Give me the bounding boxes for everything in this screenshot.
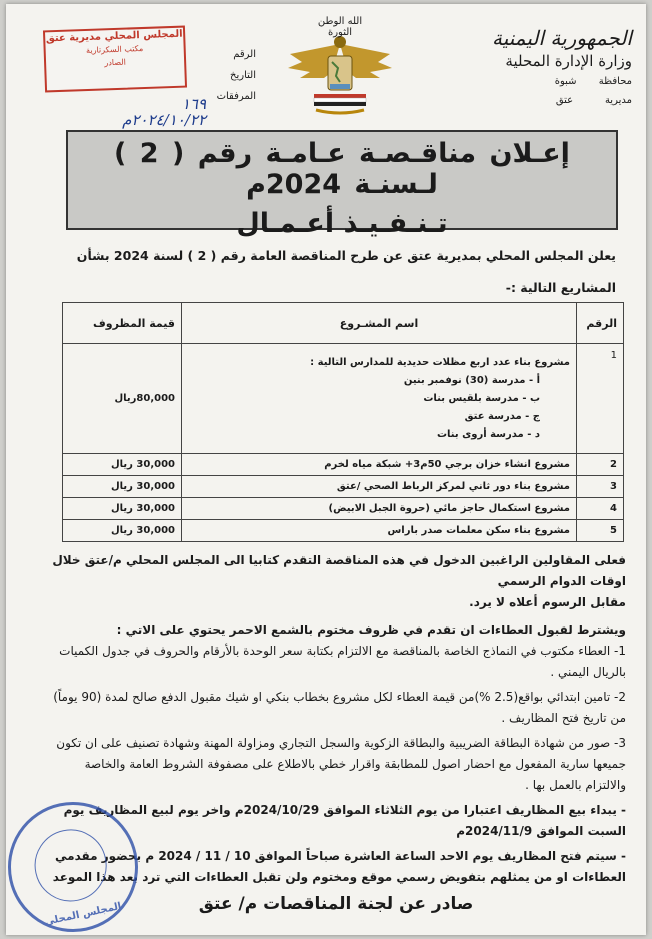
table-row <box>63 454 624 476</box>
row-value: 80,000ريال <box>63 344 182 454</box>
row-num: 4 <box>577 498 624 520</box>
intro-paragraph <box>76 240 616 304</box>
handwritten-date: ٢٠٢٤/١٠/٢٢م <box>122 111 206 129</box>
district-line: مديرية عتق <box>555 95 632 106</box>
row-name: مشروع انشاء خزان برجي 50م3+ شبكة مياه لخرم <box>182 454 577 476</box>
announcement-title-box <box>66 130 618 239</box>
application-line-1: فعلى المقاولين الراغبين الدخول في هذه المناقصة التقدم كتابيا الى المجلس المحلي م/عتق خلال اوقات الدوام الرسمي <box>52 553 626 588</box>
condition-item-3: 3- صور من شهادة البطاقة الضريبية والبطاقة الزكوية والسجل التجاري ومزاولة المهنة وشهادة تصنيف على ان تكون جميعها سارية المفعول مع احضار اصول للمطابقة واقرار خطي بالاطلاع على مصفوفة الشروط العامة والخاصة والالتزام بالعمل بها . <box>56 736 626 792</box>
sub-item: ج - مدرسة عتق <box>464 410 540 422</box>
row-name: مشروع بناء دور ثاني لمركز الرباط الصحي /عتق <box>182 476 577 498</box>
seal-inner-ring <box>28 823 113 908</box>
condition-item-1: 1- العطاء مكتوب في النماذج الخاصة بالمناقصة مع الالتزام بكتابة سعر الوحدة بالأرقام والحروف في جدول الكميات بالريال اليمني . <box>59 644 626 679</box>
conditions-heading: ويشترط لقبول العطاءات ان تقدم في ظروف مختوم بالشمع الاحمر يحتوي على الاتي : <box>116 623 626 637</box>
outgoing-stamp <box>43 26 187 93</box>
row-num: 2 <box>577 454 624 476</box>
date-label: التاريخ <box>230 70 256 81</box>
issuer-line: صادر عن لجنة المناقصات م/ عتق <box>198 894 474 914</box>
stamp-line-2: مكتب السكرتارية <box>85 44 144 56</box>
application-line-2: مقابل الرسوم أعلاه لا يرد. <box>469 595 626 609</box>
handwritten-ref <box>46 96 206 128</box>
table-header-row <box>63 303 624 344</box>
row-value: 30,000 ريال <box>63 476 182 498</box>
sub-item: ب - مدرسة بلقيس بنات <box>423 392 540 404</box>
seal-label: المجلس المحلي <box>43 900 123 928</box>
row-name: مشروع استكمال حاجز مائي (حروة الجبل الابيض) <box>182 498 577 520</box>
table-row <box>63 498 624 520</box>
row-value: 30,000 ريال <box>63 520 182 542</box>
projects-table <box>62 302 624 542</box>
governorate-line: محافظة شبوة <box>554 76 632 87</box>
row-value: 30,000 ريال <box>63 454 182 476</box>
header-num: الرقم <box>577 303 624 344</box>
stamp-line-1: المجلس المحلي مديرية عتق <box>45 28 183 45</box>
title-line-1: إعـلان مناقـصـة عـامـة رقم ( 2 ) لـسنـة 2024م <box>114 138 570 200</box>
application-paragraph <box>46 550 626 613</box>
sub-item: أ - مدرسة (30) نوفمبر بنين <box>403 374 540 386</box>
intro-line-1: يعلن المجلس المحلي بمديرية عتق عن طرح المناقصة العامة رقم ( 2 ) لسنة 2024 بشأن <box>76 248 616 263</box>
intro-line-2: المشاريع التالية :- <box>505 280 616 295</box>
table-row <box>63 520 624 542</box>
sub-item: د - مدرسة أروى بنات <box>436 428 540 440</box>
table-row <box>63 476 624 498</box>
row-num: 1 <box>577 344 624 454</box>
header-name: اسم المشـروع <box>182 303 577 344</box>
country-name: الجمهورية اليمنية <box>491 26 632 50</box>
ref-number-label: الرقم <box>233 49 256 60</box>
yemen-eagle-emblem <box>280 16 400 118</box>
row-value: 30,000 ريال <box>63 498 182 520</box>
row-num: 3 <box>577 476 624 498</box>
attachments-label: المرفقات <box>216 91 256 102</box>
project-title: مشروع بناء عدد اربع مظلات حديدية للمدارس التالية : <box>310 356 570 368</box>
sale-dates: - يبداء بيع المظاريف اعتبارا من يوم الثلاثاء الموافق 2024/10/29م واخر يوم لبيع المظاريف يوم السبت الموافق 2024/11/9م <box>63 803 626 838</box>
table-row <box>63 344 624 454</box>
title-line-2: تـنـفـيـذ أعـمـال <box>236 208 448 239</box>
letterhead-issuer <box>482 26 632 106</box>
header-value: قيمة المظروف <box>63 303 182 344</box>
handwritten-number: ١٦٩ <box>181 95 206 113</box>
condition-item-2: 2- تامين ابتدائي بواقع(2.5 %)من قيمة العطاء لكل مشروع بخطاب بنكي او شيك مقبول الدفع صالح لمدة (90 يوماً) من تاريخ فتح المظاريف . <box>53 690 626 725</box>
row-name: مشروع بناء سكن معلمات صدر باراس <box>182 520 577 542</box>
opening-date: - سيتم فتح المظاريف يوم الاحد الساعة العاشرة صباحاً الموافق 10 / 11 / 2024 م بحضور مقدمي العطاءات او من يمثلهم بتفويض رسمي موقع ومختوم ولن تقبل العطاءات التي ترد بعد هذا الموعد <box>52 849 626 884</box>
ministry-name: وزارة الإدارة المحلية <box>505 52 632 70</box>
stamp-line-3: الصادر <box>104 57 127 68</box>
row-num: 5 <box>577 520 624 542</box>
row-name <box>182 344 577 454</box>
emblem-motto: الله الوطن الثورة <box>317 16 363 38</box>
document-page <box>6 4 646 935</box>
